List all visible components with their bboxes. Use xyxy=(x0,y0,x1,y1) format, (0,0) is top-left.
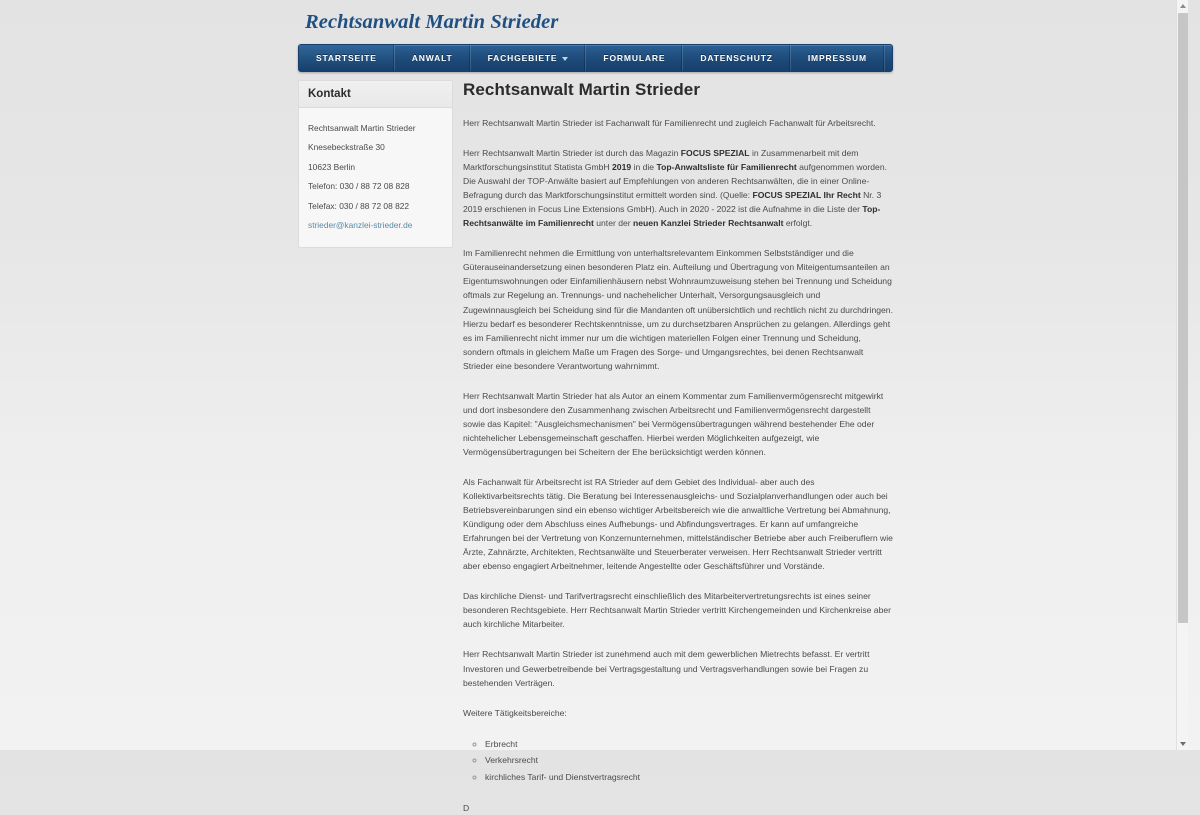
nav-item-anwalt[interactable] xyxy=(395,45,471,71)
emphasis-text: FOCUS SPEZIAL Ihr Recht xyxy=(752,190,861,201)
contact-panel-title: Kontakt xyxy=(299,81,452,108)
main-content xyxy=(463,80,893,815)
paragraph-labour-law: Als Fachanwalt für Arbeitsrecht ist RA Strieder auf dem Gebiet des Individual- aber auch des Kollektivarbeitsrechts tätig. Die Beratung bei Interessenausgleichs- und Sozialplanverhandlungen oder auch bei Betriebsvereinbarungen sind ein ebenso wichtiger Arbeitsbereich wie die anwaltliche Vertretung bei Abmahnung, Kündigung oder dem Abschluss eines Aufhebungs- und Abfindungsvertrages. Er kann auf umfangreiche Erfahrungen bei der Vertretung von Konzernunternehmen, mittelständischer Betriebe aber auch Freiberuflern wie Ärzte, Zahnärzte, Architekten, Rechtsanwälte und Steuerberater verweisen. Herr Rechtsanwalt Strieder vertritt aber ebenso engagiert Arbeitnehmer, leitende Angestellte oder Geschäftsführer und Vorstände. xyxy=(463,476,893,572)
nav-item-label: FACHGEBIETE xyxy=(487,53,558,63)
scroll-down-arrow-icon[interactable] xyxy=(1177,738,1189,750)
contact-line: 10623 Berlin xyxy=(308,161,356,172)
page-title: Rechtsanwalt Martin Strieder xyxy=(463,80,701,99)
practice-areas-list xyxy=(463,736,893,786)
nav-item-label: IMPRESSUM xyxy=(807,53,867,63)
nav-item-label: ANWALT xyxy=(411,53,453,63)
emphasis-text: neuen Kanzlei Strieder Rechtsanwalt xyxy=(633,218,784,229)
emphasis-text: FOCUS SPEZIAL xyxy=(680,148,750,159)
nav-item-label: DATENSCHUTZ xyxy=(700,53,773,63)
nav-item-startseite[interactable] xyxy=(299,45,395,71)
site-container xyxy=(296,0,896,814)
paragraph-focus-award: Herr Rechtsanwalt Martin Strieder ist durch das Magazin FOCUS SPEZIAL in Zusammenarbeit mit dem Marktforschungsinstitut Statista GmbH 2019 in die Top-Anwaltsliste für Familienrecht aufgenommen worden. Die Auswahl der TOP-Anwälte basiert auf Empfehlungen von anderen Rechtsanwälten, die in einer Online-Befragung durch das Marktforschungsinstitut ermittelt worden sind. (Quelle: FOCUS SPEZIAL Ihr Recht Nr. 3 2019 erschienen in Focus Line Extensions GmbH). Auch in 2020 - 2022 ist die Aufnahme in die Liste der Top-Rechtsanwälte im Familienrecht unter der neuen Kanzlei Strieder Rechtsanwalt erfolgt. xyxy=(463,148,887,229)
contact-email-link[interactable]: strieder@kanzlei-strieder.de xyxy=(308,220,413,230)
emphasis-text: Top-Rechtsanwälte im Familienrecht xyxy=(463,204,881,229)
nav-item-datenschutz[interactable] xyxy=(683,45,790,71)
main-navigation[interactable] xyxy=(298,44,893,72)
trailing-text: D xyxy=(463,803,470,814)
emphasis-text: Top-Anwaltsliste für Familienrecht xyxy=(656,162,797,173)
site-title: Rechtsanwalt Martin Strieder xyxy=(305,10,559,33)
list-item: ◦ Erbrecht xyxy=(485,736,893,753)
contact-email-line xyxy=(308,216,443,236)
scroll-up-arrow-icon[interactable] xyxy=(1177,0,1189,12)
emphasis-text: 2019 xyxy=(612,162,632,173)
nav-item-formulare[interactable] xyxy=(586,45,683,71)
site-header xyxy=(296,0,896,44)
contact-line: Telefon: 030 / 88 72 08 828 xyxy=(308,181,410,191)
contact-line: Rechtsanwalt Martin Strieder xyxy=(308,122,416,133)
scrollbar-thumb[interactable] xyxy=(1178,13,1188,623)
list-item: ◦ kirchliches Tarif- und Dienstvertragsrecht xyxy=(485,769,893,786)
paragraph-commentary-author: Herr Rechtsanwalt Martin Strieder hat als Autor an einem Kommentar zum Familienvermögensrecht mitgewirkt und dort insbesondere den Zusammenhang zwischen Arbeitsrecht und Familienvermögensrecht dargestellt sowie das Kapitel: "Ausgleichsmechanismen" bei Vermögensübertragungen während bestehender Ehe oder nichtehelicher Lebensgemeinschaft geschaffen. Hierbei werden Möglichkeiten aufgezeigt, wie Vermögensübertragungen bei Scheitern der Ehe berücksichtigt werden können. xyxy=(463,390,884,457)
nav-item-label: STARTSEITE xyxy=(316,53,377,63)
contact-line: Telefax: 030 / 88 72 08 822 xyxy=(308,200,410,211)
vertical-scrollbar[interactable] xyxy=(1176,0,1188,750)
nav-item-fachgebiete[interactable] xyxy=(471,45,587,71)
paragraph-commercial-tenancy: Herr Rechtsanwalt Martin Strieder ist zunehmend auch mit dem gewerblichen Mietrechts befasst. Er vertritt Investoren und Gewerbetreibende bei Vertragsgestaltung und Vertragsverhandlungen sowie bei Fragen zu bestehenden Verträgen. xyxy=(463,649,870,688)
paragraph-family-law: Im Familienrecht nehmen die Ermittlung von unterhaltsrelevantem Einkommen Selbstständiger und die Güterauseinandersetzung einen besonderen Platz ein. Aufteilung und Übertragung von Miteigentumsanteilen an Eigentumswohnungen oder Einfamilienhäusern nebst Wohnraumzuweisung stehen bei Trennung und Scheidung oftmals zur Regelung an. Trennungs- und nachehelicher Unterhalt, Versorgungsausgleich und Zugewinnausgleich bei Scheidung sind für die Mandanten oft unübersichtlich und rechtlich nicht zu durchdringen. Hierzu bedarf es besonderer Rechtskenntnisse, um zu durchsetzbaren Ansprüchen zu gelangen. Allerdings geht es im Familienrecht nicht immer nur um die wichtigen materiellen Folgen einer Trennung und Scheidung, sondern oftmals in gleichem Maße um Fragen des Sorge- und Umgangsrechtes, bei denen Rechtsanwalt Strieder eine besondere Verantwortung wahrnimmt. xyxy=(463,248,893,371)
contact-panel-body xyxy=(299,108,452,247)
nav-item-impressum[interactable] xyxy=(791,45,885,71)
paragraph-church-law: Das kirchliche Dienst- und Tarifvertragsrecht einschließlich des Mitarbeitervertretungsrechts ist eines seiner besonderen Rechtsgebiete. Herr Rechtsanwalt Martin Strieder vertritt Kirchengemeinden und Kirchenkreise aber auch kirchliche Mitarbeiter. xyxy=(463,591,891,630)
list-intro: Weitere Tätigkeitsbereiche: xyxy=(463,707,567,718)
contact-panel xyxy=(298,80,453,248)
chevron-down-icon xyxy=(562,57,568,61)
paragraph-intro: Herr Rechtsanwalt Martin Strieder ist Fachanwalt für Familienrecht und zugleich Fachanwalt für Arbeitsrecht. xyxy=(463,118,876,128)
sidebar xyxy=(298,80,453,248)
nav-spacer xyxy=(885,45,892,71)
nav-item-label: FORMULARE xyxy=(603,53,666,63)
list-item: ◦ Verkehrsrecht xyxy=(485,752,893,769)
contact-line: Knesebeckstraße 30 xyxy=(308,142,385,152)
